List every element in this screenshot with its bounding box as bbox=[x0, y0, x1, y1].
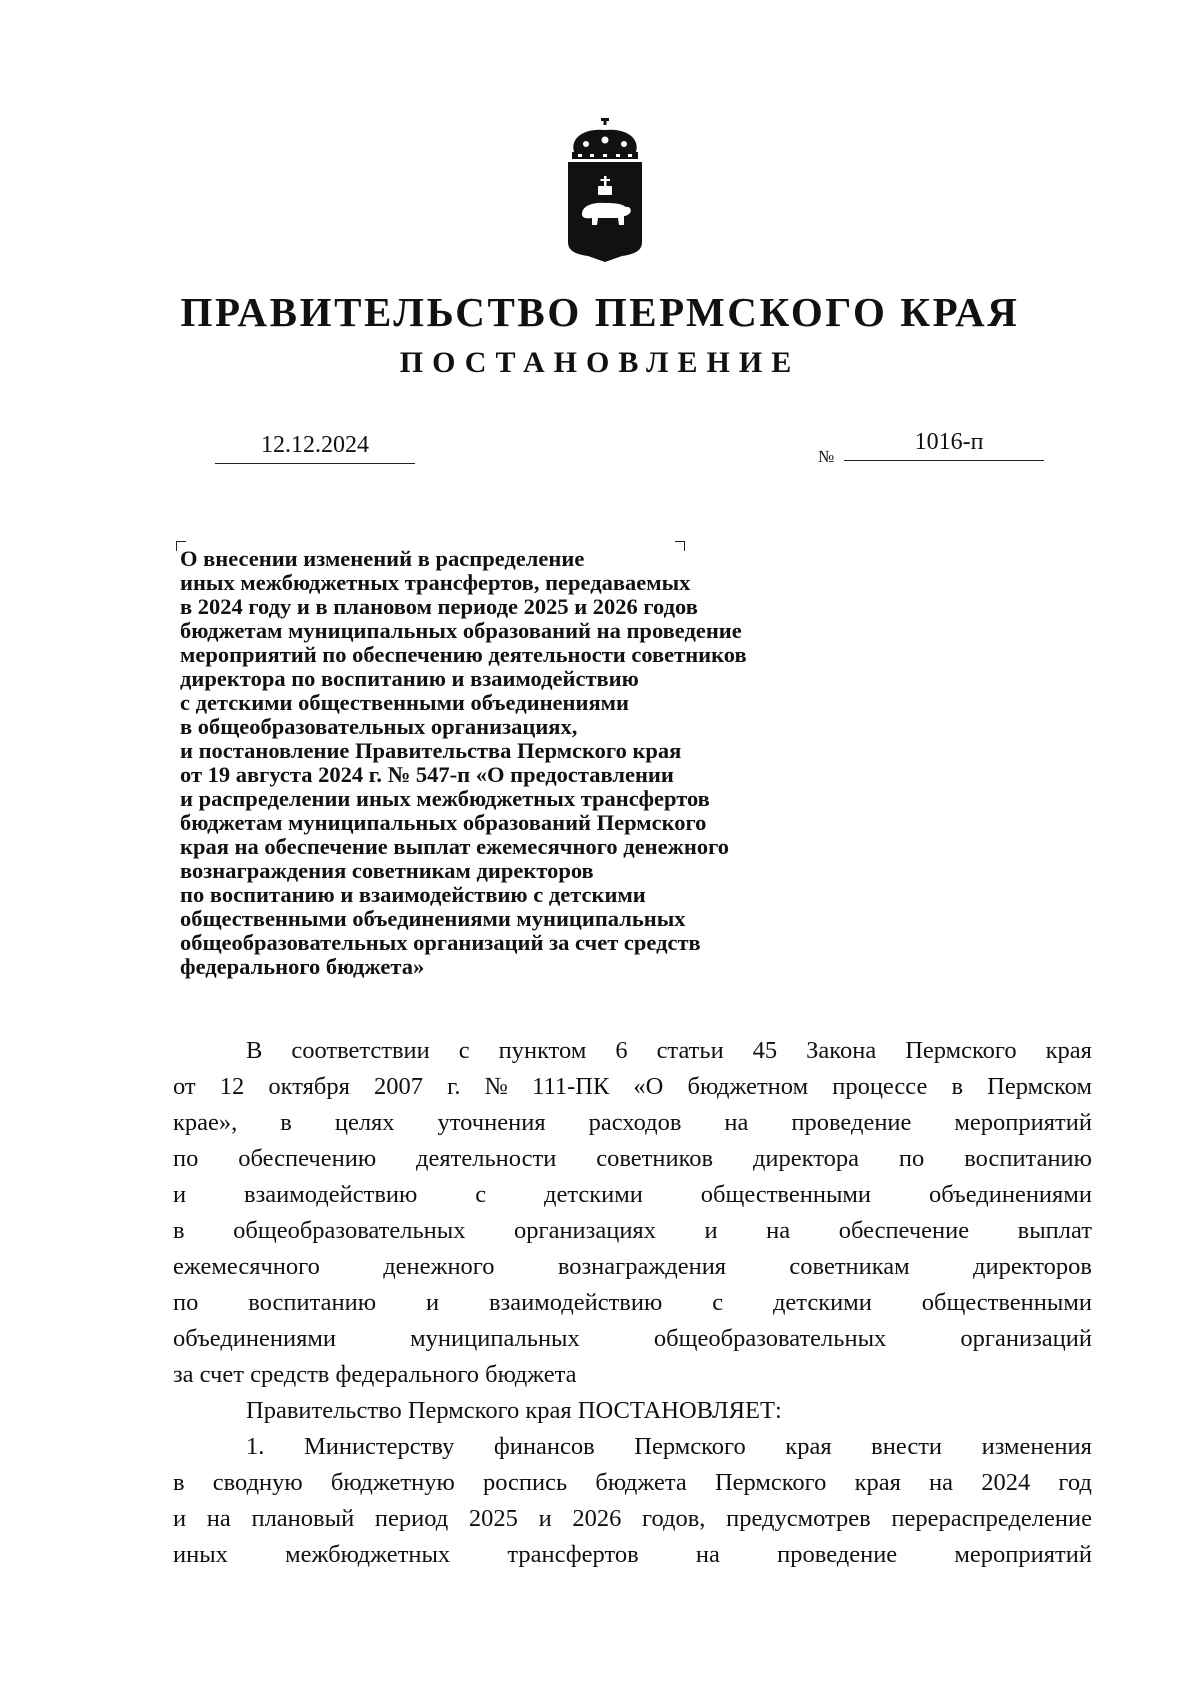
word: 2024 bbox=[981, 1469, 1031, 1496]
word: на bbox=[929, 1469, 954, 1496]
subject-line: бюджетам муниципальных образований на проведение bbox=[180, 618, 742, 643]
word: и bbox=[538, 1505, 552, 1532]
word: ежемесячного bbox=[173, 1253, 320, 1280]
subject-line: по воспитанию и взаимодействию с детскими bbox=[180, 882, 646, 907]
word: статьи bbox=[656, 1037, 724, 1064]
word: Пермского bbox=[714, 1469, 827, 1496]
word: межбюджетных bbox=[285, 1541, 451, 1568]
word: организаций bbox=[960, 1325, 1092, 1352]
subject-line: и постановление Правительства Пермского края bbox=[180, 738, 682, 763]
body-line: за счет средств федерального бюджета bbox=[173, 1361, 577, 1388]
word: и bbox=[425, 1289, 440, 1316]
subject-line: О внесении изменений в распределение bbox=[180, 546, 585, 571]
subject-line: вознаграждения советникам директоров bbox=[180, 858, 594, 883]
word: № bbox=[484, 1073, 509, 1100]
word: и bbox=[704, 1217, 718, 1244]
subject-line: с детскими общественными объединениями bbox=[180, 690, 629, 715]
word: взаимодействию bbox=[488, 1289, 663, 1316]
word: в bbox=[280, 1109, 292, 1136]
word: бюджетном bbox=[687, 1073, 809, 1100]
word: на bbox=[695, 1541, 720, 1568]
word: трансфертов bbox=[507, 1541, 639, 1568]
document-number: 1016-п bbox=[914, 429, 984, 455]
word: и bbox=[173, 1181, 187, 1208]
word: обеспечению bbox=[238, 1145, 377, 1172]
word: предусмотрев bbox=[726, 1505, 871, 1532]
word: Пермском bbox=[987, 1073, 1092, 1100]
word: выплат bbox=[1017, 1217, 1092, 1244]
word: края bbox=[1045, 1037, 1092, 1064]
word: от bbox=[173, 1073, 196, 1100]
subject-line: общественными объединениями муниципальных bbox=[180, 906, 686, 931]
subject-line: директора по воспитанию и взаимодействию bbox=[180, 666, 639, 691]
word: в bbox=[951, 1073, 964, 1100]
word: 6 bbox=[615, 1037, 628, 1064]
word: 1. bbox=[246, 1433, 265, 1460]
word: по bbox=[173, 1145, 199, 1172]
word: иных bbox=[173, 1541, 228, 1568]
word: пунктом bbox=[498, 1037, 587, 1064]
word: с bbox=[475, 1181, 487, 1208]
word: в bbox=[173, 1469, 185, 1496]
word: денежного bbox=[383, 1253, 495, 1280]
word: 2007 bbox=[373, 1073, 423, 1100]
word: 12 bbox=[219, 1073, 245, 1100]
word: плановый bbox=[251, 1505, 355, 1532]
word: Пермского bbox=[634, 1433, 746, 1460]
number-field bbox=[844, 428, 1044, 461]
body-line bbox=[173, 1105, 1092, 1141]
word: организациях bbox=[514, 1217, 656, 1244]
word: на bbox=[766, 1217, 791, 1244]
word: с bbox=[712, 1289, 724, 1316]
word: октября bbox=[268, 1073, 350, 1100]
word: сводную bbox=[212, 1469, 303, 1496]
subject-line: бюджетам муниципальных образований Пермского bbox=[180, 810, 707, 835]
word: проведение bbox=[777, 1541, 898, 1568]
word: целях bbox=[334, 1109, 395, 1136]
word: период bbox=[374, 1505, 449, 1532]
body-line bbox=[173, 1501, 1092, 1537]
word: Пермского bbox=[905, 1037, 1017, 1064]
word: детскими bbox=[772, 1289, 872, 1316]
word: 2025 bbox=[468, 1505, 518, 1532]
word: уточнения bbox=[437, 1109, 546, 1136]
word: бюджета bbox=[595, 1469, 687, 1496]
word: края bbox=[854, 1469, 901, 1496]
word: края bbox=[785, 1433, 832, 1460]
subject-line: федерального бюджета» bbox=[180, 954, 425, 979]
word: перераспределение bbox=[891, 1505, 1092, 1532]
word: мероприятий bbox=[954, 1541, 1092, 1568]
word: Министерству bbox=[303, 1433, 455, 1460]
coat-of-arms-icon bbox=[562, 118, 648, 264]
body-line bbox=[173, 1213, 1092, 1249]
number-underline bbox=[844, 460, 1044, 461]
word: 45 bbox=[752, 1037, 778, 1064]
item-1-paragraph bbox=[173, 1429, 1092, 1573]
word: детскими bbox=[544, 1181, 643, 1208]
date-underline bbox=[215, 463, 415, 464]
word: изменения bbox=[981, 1433, 1092, 1460]
word: соответствии bbox=[291, 1037, 430, 1064]
document-body bbox=[173, 1033, 1092, 1573]
subject-line: в 2024 году и в плановом периоде 2025 и 2026 годов bbox=[180, 594, 698, 619]
word: в bbox=[173, 1217, 185, 1244]
word: и bbox=[173, 1505, 187, 1532]
word: общественными bbox=[921, 1289, 1092, 1316]
word: по bbox=[173, 1289, 199, 1316]
body-line bbox=[173, 1141, 1092, 1177]
body-line bbox=[173, 1537, 1092, 1573]
subject-line: края на обеспечение выплат ежемесячного денежного bbox=[180, 834, 729, 859]
resolve-line: Правительство Пермского края ПОСТАНОВЛЯЕТ: bbox=[246, 1397, 782, 1424]
body-line bbox=[173, 1177, 1092, 1213]
date-field bbox=[215, 431, 415, 464]
preamble-paragraph bbox=[173, 1033, 1092, 1393]
word: воспитанию bbox=[964, 1145, 1092, 1172]
word: с bbox=[458, 1037, 470, 1064]
document-date: 12.12.2024 bbox=[261, 432, 369, 458]
word: директора bbox=[752, 1145, 860, 1172]
subject-line: и распределении иных межбюджетных трансфертов bbox=[180, 786, 710, 811]
word: «О bbox=[633, 1073, 664, 1100]
subject-line: общеобразовательных организаций за счет средств bbox=[180, 930, 701, 955]
word: по bbox=[898, 1145, 925, 1172]
body-line bbox=[173, 1465, 1092, 1501]
word: общеобразовательных bbox=[653, 1325, 887, 1352]
word: В bbox=[246, 1037, 263, 1064]
word: Закона bbox=[806, 1037, 877, 1064]
word: взаимодействию bbox=[244, 1181, 418, 1208]
word: год bbox=[1058, 1469, 1092, 1496]
subject-line: от 19 августа 2024 г. № 547-п «О предоставлении bbox=[180, 762, 674, 787]
government-title: ПРАВИТЕЛЬСТВО ПЕРМСКОГО КРАЯ bbox=[180, 289, 1020, 335]
word: воспитанию bbox=[248, 1289, 377, 1316]
word: финансов bbox=[493, 1433, 595, 1460]
word: процессе bbox=[832, 1073, 928, 1100]
word: объединениями bbox=[173, 1325, 336, 1352]
subject-line: иных межбюджетных трансфертов, передаваемых bbox=[180, 570, 691, 595]
word: бюджетную bbox=[330, 1469, 455, 1496]
word: годов, bbox=[642, 1505, 706, 1532]
word: объединениями bbox=[928, 1181, 1092, 1208]
subject-line: в общеобразовательных организациях, bbox=[180, 714, 578, 739]
document-subject bbox=[180, 547, 900, 979]
word: крае», bbox=[173, 1109, 238, 1136]
word: 111-ПК bbox=[532, 1073, 610, 1100]
word: советников bbox=[596, 1145, 714, 1172]
word: мероприятий bbox=[954, 1109, 1092, 1136]
document-type-heading: ПОСТАНОВЛЕНИЕ bbox=[399, 346, 801, 379]
number-sign: № bbox=[818, 447, 835, 466]
word: директоров bbox=[973, 1253, 1092, 1280]
word: общеобразовательных bbox=[233, 1217, 466, 1244]
word: проведение bbox=[791, 1109, 912, 1136]
word: роспись bbox=[482, 1469, 568, 1496]
word: на bbox=[206, 1505, 231, 1532]
subject-line: мероприятий по обеспечению деятельности советников bbox=[180, 642, 747, 667]
body-line bbox=[173, 1249, 1092, 1285]
body-line bbox=[173, 1285, 1092, 1321]
word: деятельности bbox=[416, 1145, 557, 1172]
body-line bbox=[173, 1429, 1092, 1465]
body-line bbox=[173, 1033, 1092, 1069]
word: г. bbox=[447, 1073, 461, 1100]
word: расходов bbox=[588, 1109, 682, 1136]
body-line bbox=[173, 1321, 1092, 1357]
word: 2026 bbox=[572, 1505, 622, 1532]
word: на bbox=[724, 1109, 749, 1136]
body-line bbox=[173, 1069, 1092, 1105]
word: общественными bbox=[700, 1181, 872, 1208]
word: муниципальных bbox=[410, 1325, 580, 1352]
word: обеспечение bbox=[838, 1217, 970, 1244]
word: советникам bbox=[789, 1253, 910, 1280]
word: вознаграждения bbox=[557, 1253, 727, 1280]
word: внести bbox=[871, 1433, 943, 1460]
